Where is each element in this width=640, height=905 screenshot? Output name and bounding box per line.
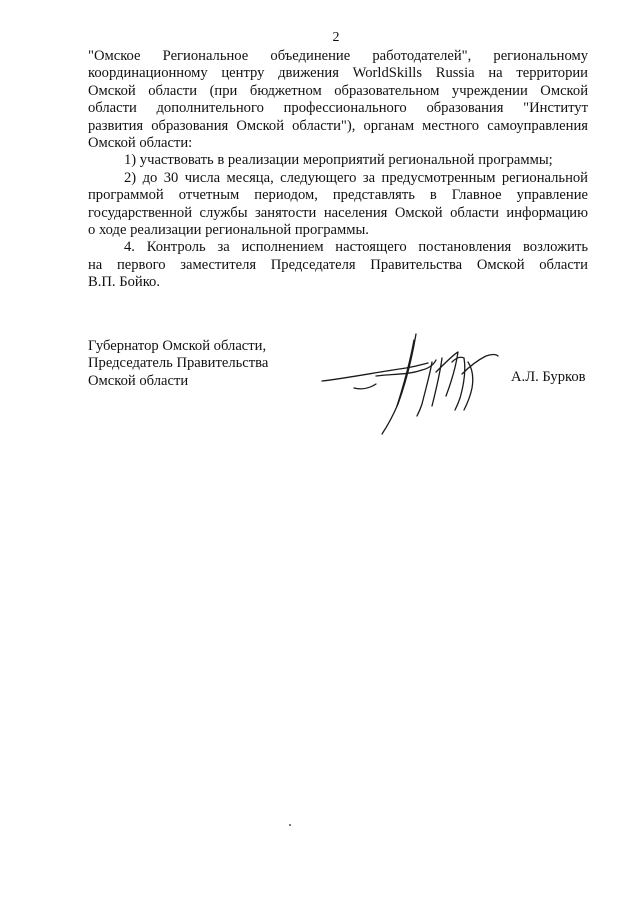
list-item-2-line: программой отчетным периодом, представлять в Главное управление bbox=[88, 187, 588, 204]
signer-title-line: Омской области bbox=[88, 372, 189, 389]
signer-title-block bbox=[88, 338, 268, 390]
list-item-2-line: государственной службы занятости населения Омской области информацию bbox=[88, 204, 588, 221]
signer-title-line: Губернатор Омской области, bbox=[88, 338, 267, 354]
handwritten-signature bbox=[318, 318, 503, 443]
document-body bbox=[88, 48, 588, 292]
list-item-1: 1) участвовать в реализации мероприятий региональной программы; bbox=[124, 152, 553, 169]
body-line: Омской области (при бюджетном образовательном учреждении Омской bbox=[88, 82, 588, 99]
signer-name: А.Л. Бурков bbox=[511, 369, 586, 385]
paragraph-4-line: на первого заместителя Председателя Правительства Омской области bbox=[88, 256, 588, 273]
body-line: развития образования Омской области"), органам местного самоуправления bbox=[88, 117, 588, 134]
scan-speck bbox=[289, 824, 291, 826]
body-line: Омской области: bbox=[88, 135, 193, 152]
body-line: координационному центру движения WorldSkills Russia на территории bbox=[88, 65, 588, 82]
body-line: "Омское Региональное объединение работодателей", региональному bbox=[88, 48, 588, 64]
list-item-2-line: 2) до 30 числа месяца, следующего за предусмотренным региональной bbox=[124, 169, 588, 186]
signer-title-line: Председатель Правительства bbox=[88, 355, 269, 372]
paragraph-4-line: В.П. Бойко. bbox=[88, 274, 160, 291]
page-number: 2 bbox=[332, 30, 340, 45]
body-line: области дополнительного профессионального образования "Институт bbox=[88, 100, 588, 117]
list-item-2-line: о ходе реализации региональной программы. bbox=[88, 222, 369, 239]
paragraph-4-line: 4. Контроль за исполнением настоящего постановления возложить bbox=[124, 239, 588, 256]
